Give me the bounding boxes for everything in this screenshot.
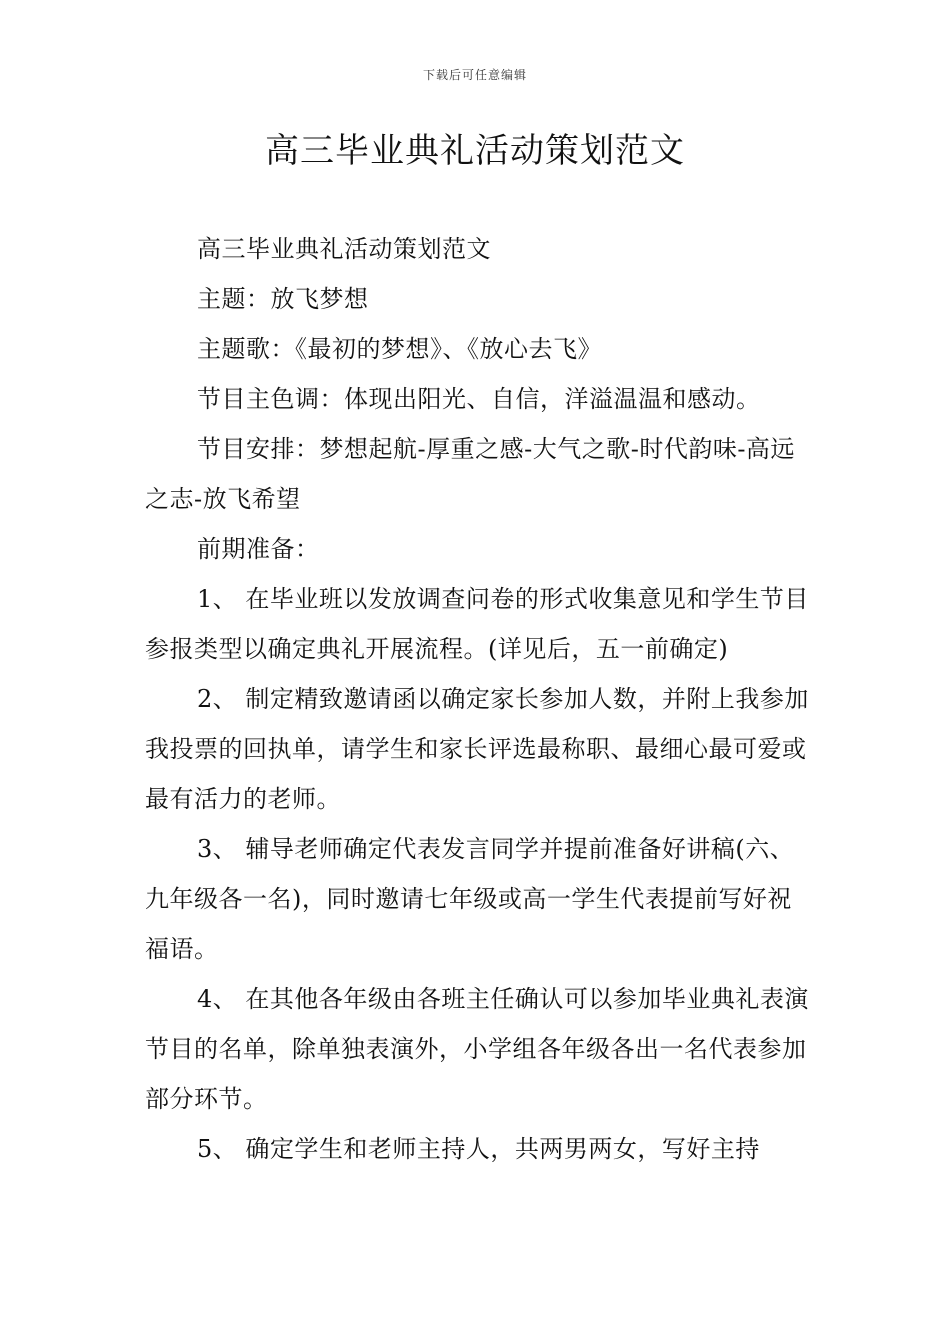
paragraph-step-2: 2、 制定精致邀请函以确定家长参加人数，并附上我参加我投票的回执单，请学生和家长评选最称职、最细心最可爱或最有活力的老师。: [145, 685, 809, 813]
paragraph-step-4: 4、 在其他各年级由各班主任确认可以参加毕业典礼表演节目的名单，除单独表演外，小学组各年级各出一名代表参加部分环节。: [145, 985, 809, 1113]
paragraph-program-schedule: 节目安排：梦想起航-厚重之感-大气之歌-时代韵味-高远之志-放飞希望: [145, 435, 795, 513]
paragraph-step-3: 3、 辅导老师确定代表发言同学并提前准备好讲稿(六、九年级各一名)，同时邀请七年级或高一学生代表提前写好祝福语。: [145, 835, 795, 963]
header-note: 下载后可任意编辑: [422, 68, 527, 82]
paragraph-subtitle: 高三毕业典礼活动策划范文: [197, 235, 491, 263]
paragraph-step-5: 5、 确定学生和老师主持人，共两男两女，写好主持: [197, 1135, 760, 1163]
paragraph-step-1: 1、 在毕业班以发放调查问卷的形式收集意见和学生节目参报类型以确定典礼开展流程。(详见后，五一前确定): [145, 585, 809, 663]
paragraph-theme: 主题：放飞梦想: [197, 285, 369, 313]
document-title: 高三毕业典礼活动策划范文: [265, 131, 685, 171]
paragraph-main-tone: 节目主色调：体现出阳光、自信，洋溢温温和感动。: [197, 385, 761, 413]
paragraph-preparation-heading: 前期准备：: [197, 535, 320, 563]
document-body: [145, 224, 815, 1174]
paragraph-theme-songs: 主题歌：《最初的梦想》、《放心去飞》: [197, 335, 602, 363]
